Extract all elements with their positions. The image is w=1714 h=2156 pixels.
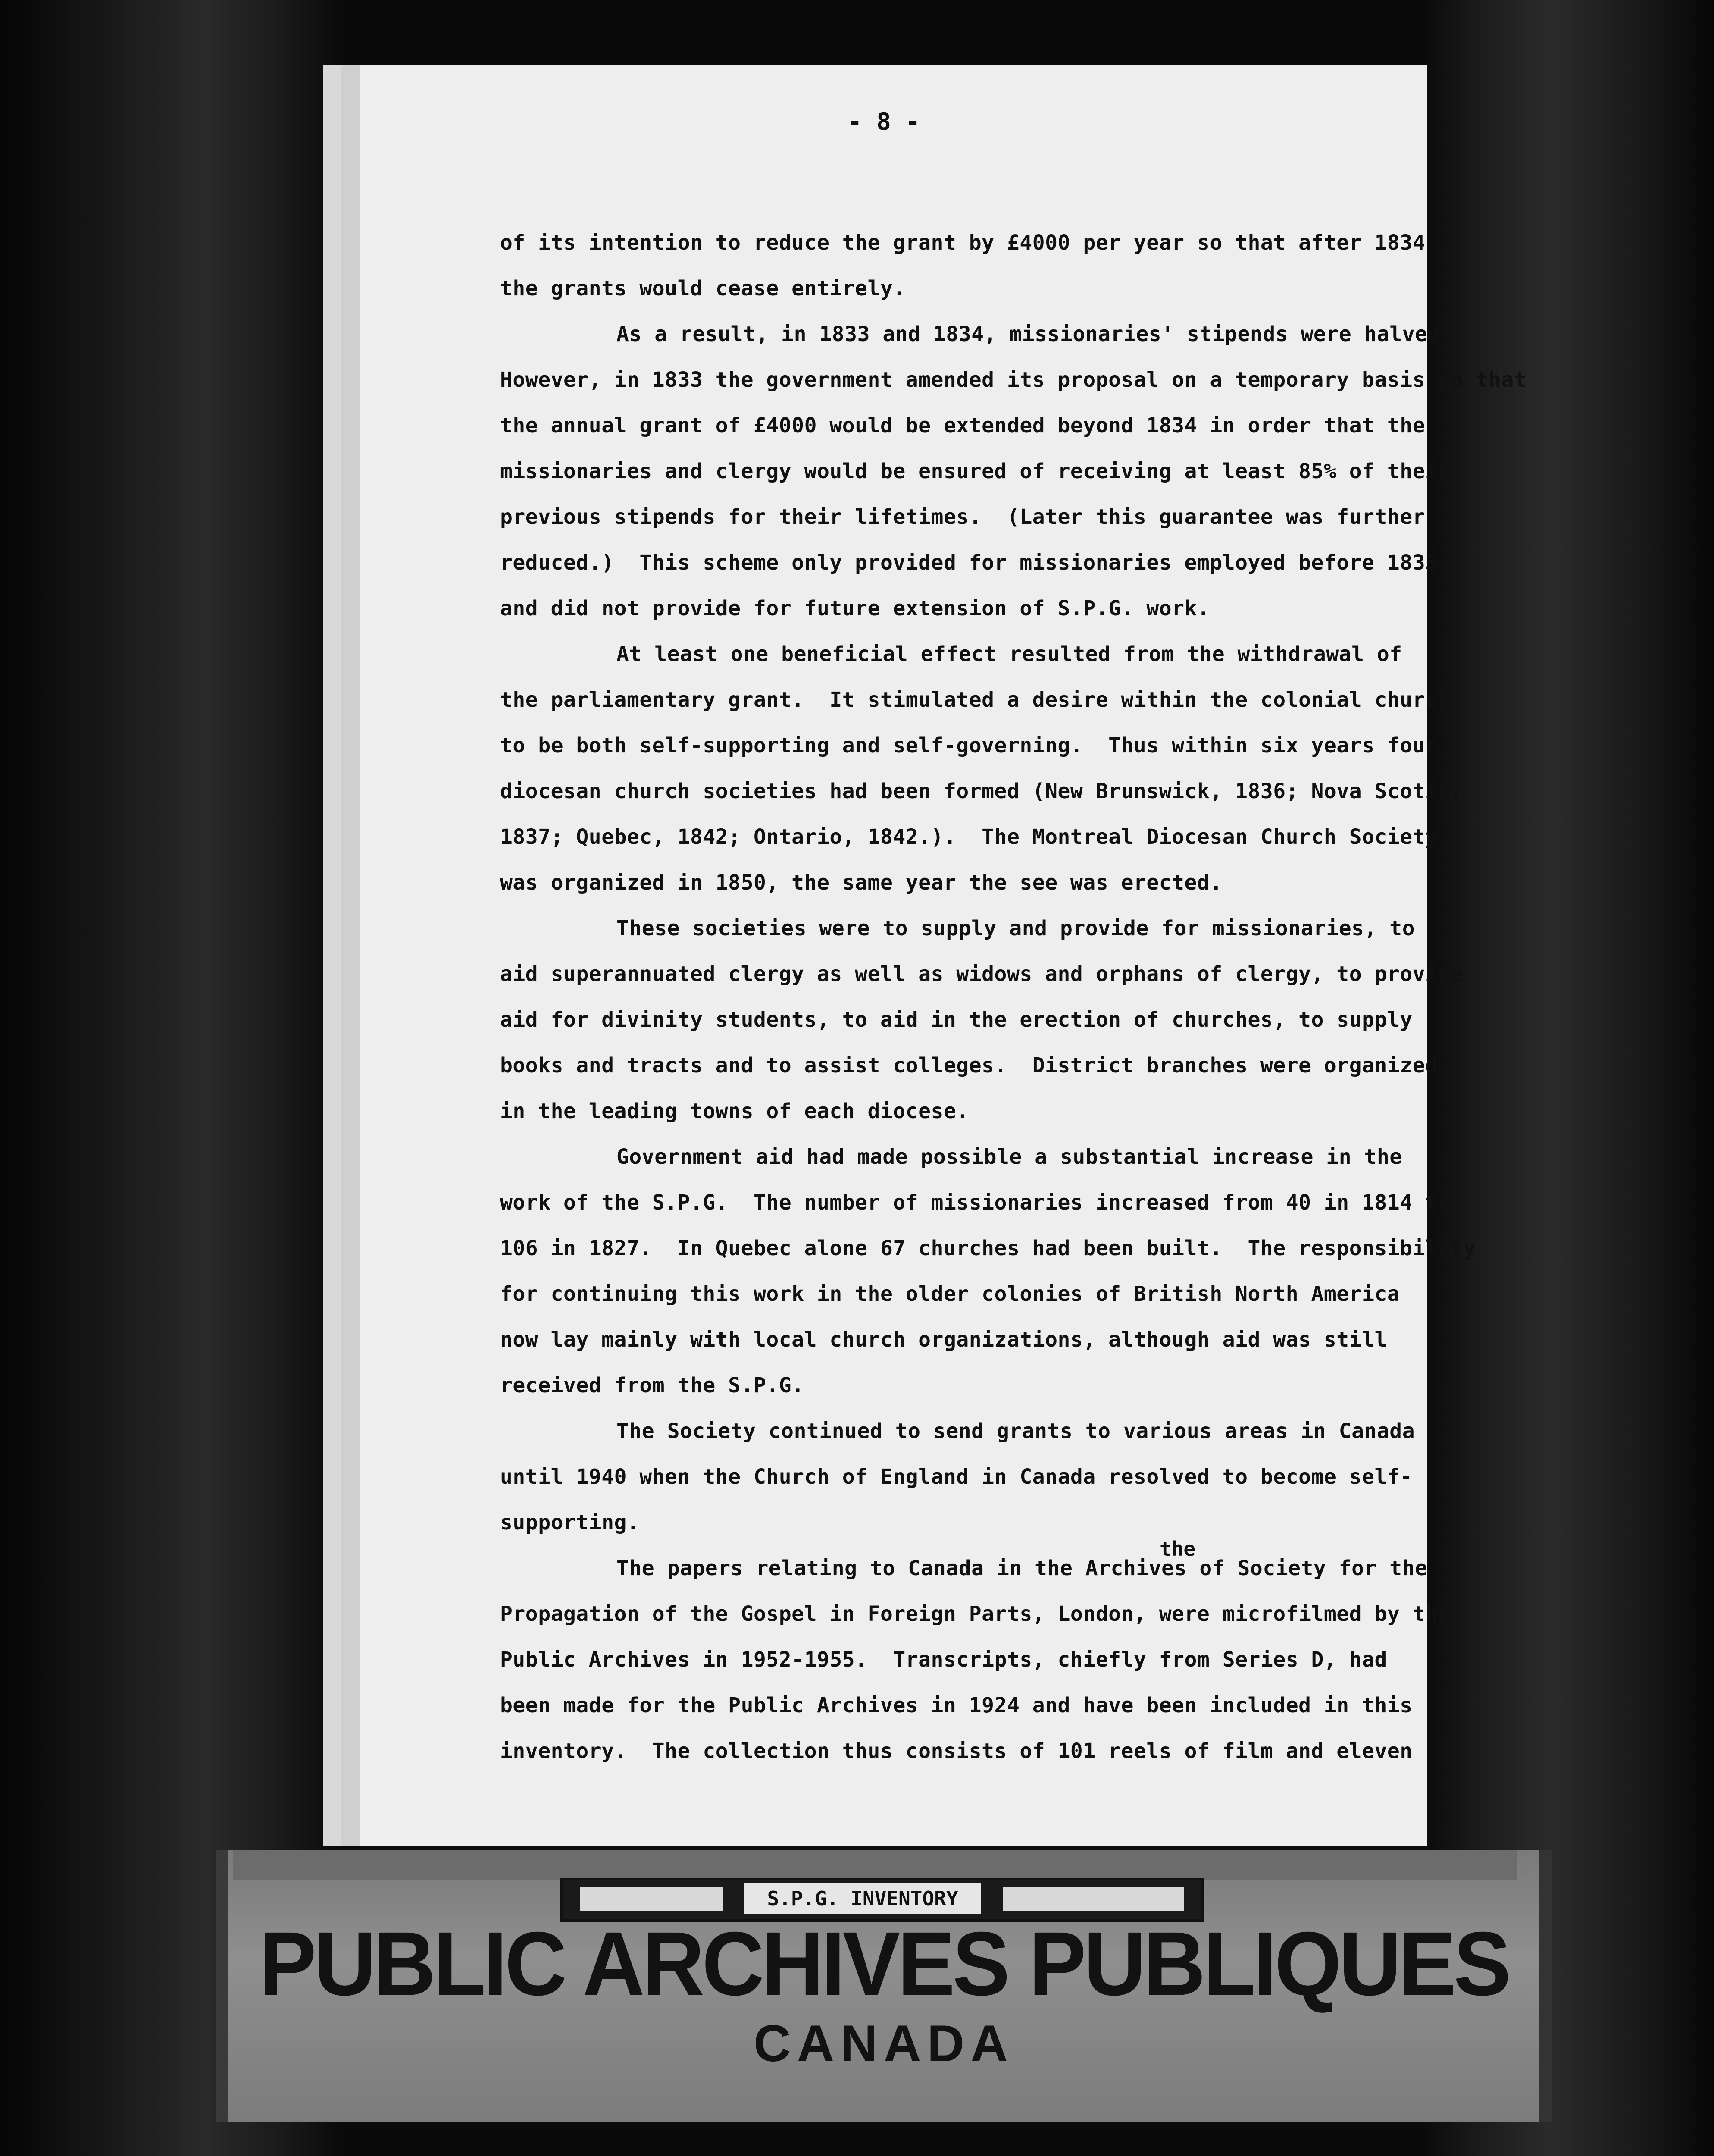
text-line: However, in 1833 the government amended its proposal on a temporary basis so that <box>500 368 1527 392</box>
text-line: for continuing this work in the older colonies of British North America <box>500 1282 1400 1306</box>
inventory-label: S.P.G. INVENTORY <box>744 1883 981 1914</box>
text-line: until 1940 when the Church of England in Canada resolved to become self- <box>500 1465 1413 1489</box>
text-line: The papers relating to Canada in the Archives of Society for the <box>616 1556 1428 1580</box>
text-line: The Society continued to send grants to various areas in Canada <box>616 1419 1415 1443</box>
country-name: CANADA <box>754 2015 1014 2072</box>
body-text <box>500 220 1527 1774</box>
text-line: to be both self-supporting and self-governing. Thus within six years four <box>500 733 1438 758</box>
text-line: Propagation of the Gospel in Foreign Parts, London, were microfilmed by the <box>500 1602 1451 1626</box>
text-line: books and tracts and to assist colleges. District branches were organized <box>500 1053 1438 1078</box>
strip-box-right <box>1003 1887 1184 1911</box>
strip-box-left <box>580 1887 723 1911</box>
archives-title: PUBLIC ARCHIVES PUBLIQUES <box>259 1913 1509 2015</box>
text-line: Government aid had made possible a substantial increase in the <box>616 1145 1402 1169</box>
text-line: Public Archives in 1952-1955. Transcripts, chiefly from Series D, had <box>500 1648 1387 1672</box>
text-line: inventory. The collection thus consists of 101 reels of film and eleven <box>500 1739 1413 1763</box>
text-line: been made for the Public Archives in 1924 and have been included in this <box>500 1693 1413 1717</box>
text-line: At least one beneficial effect resulted from the withdrawal of <box>616 642 1402 666</box>
text-line: received from the S.P.G. <box>500 1373 804 1398</box>
text-line: was organized in 1850, the same year the see was erected. <box>500 871 1223 895</box>
text-line: aid superannuated clergy as well as widows and orphans of clergy, to provide <box>500 962 1464 986</box>
text-line: and did not provide for future extension of S.P.G. work. <box>500 596 1210 620</box>
text-line: in the leading towns of each diocese. <box>500 1099 969 1123</box>
document-page <box>341 65 1527 1846</box>
text-line: 106 in 1827. In Quebec alone 67 churches had been built. The responsibility <box>500 1236 1476 1260</box>
text-line: the grants would cease entirely. <box>500 276 906 301</box>
text-line: the parliamentary grant. It stimulated a desire within the colonial church <box>500 688 1451 712</box>
text-line: work of the S.P.G. The number of missionaries increased from 40 in 1814 to <box>500 1191 1451 1215</box>
text-line: reduced.) This scheme only provided for missionaries employed before 1833 <box>500 551 1438 575</box>
text-line: the annual grant of £4000 would be extended beyond 1834 in order that the <box>500 414 1426 438</box>
text-line: aid for divinity students, to aid in the erection of churches, to supply <box>500 1008 1413 1032</box>
text-line: now lay mainly with local church organizations, although aid was still <box>500 1328 1387 1352</box>
text-line: 1837; Quebec, 1842; Ontario, 1842.). The Montreal Diocesan Church Society <box>500 825 1438 849</box>
label-card-top-edge <box>233 1850 1517 1880</box>
text-line: As a result, in 1833 and 1834, missionaries' stipends were halved. <box>616 322 1453 346</box>
insertion-word: the <box>1160 1537 1196 1561</box>
text-line: These societies were to supply and provide for missionaries, to <box>616 916 1415 940</box>
text-line: supporting. <box>500 1510 640 1535</box>
text-line: missionaries and clergy would be ensured of receiving at least 85% of their <box>500 459 1451 483</box>
page-number: - 8 - <box>847 108 920 136</box>
text-line: diocesan church societies had been formed (New Brunswick, 1836; Nova Scotia, <box>500 779 1464 803</box>
text-line: previous stipends for their lifetimes. (Later this guarantee was further <box>500 505 1426 529</box>
text-line: of its intention to reduce the grant by £4000 per year so that after 1834 <box>500 231 1426 255</box>
page-edge-shadow <box>341 65 360 1846</box>
interlinear-insertion <box>1160 1537 1195 1561</box>
